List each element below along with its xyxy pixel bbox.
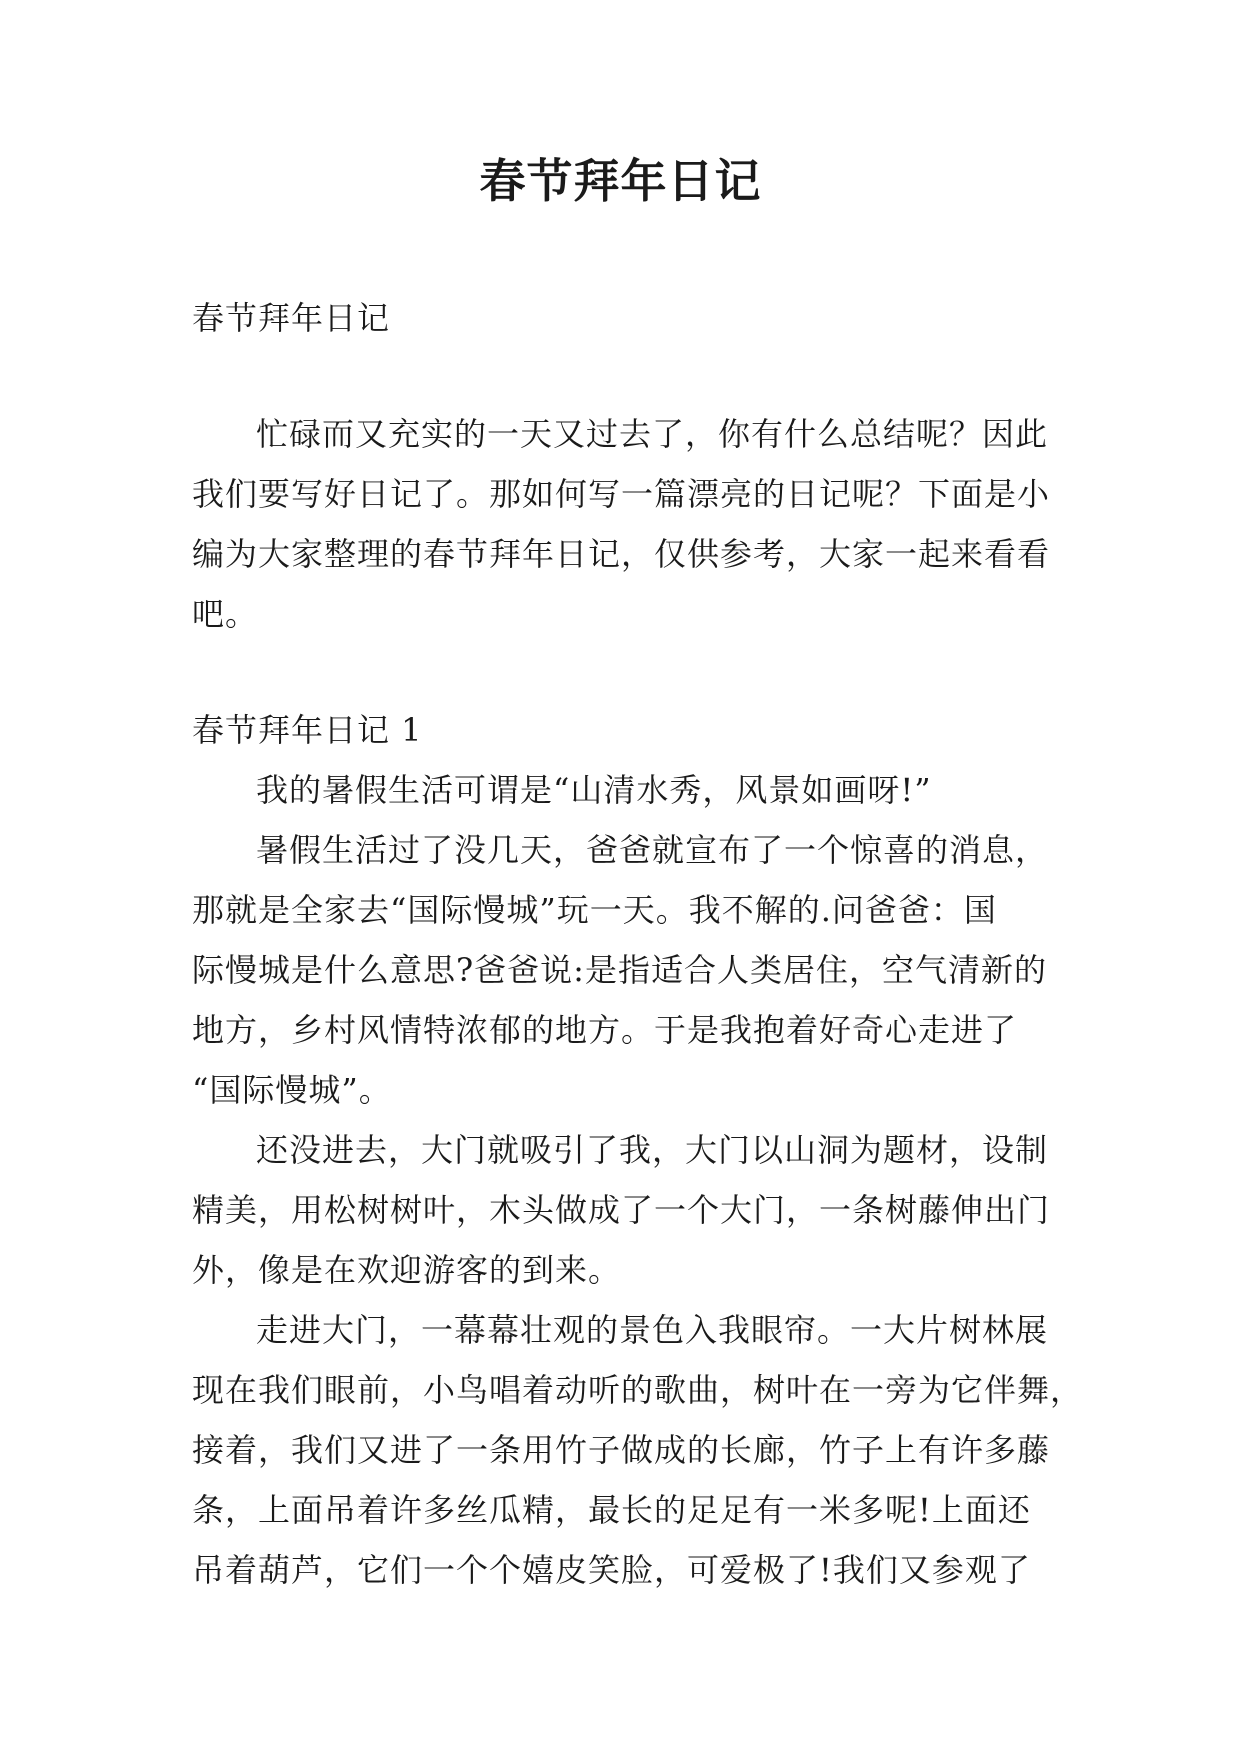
intro-line: 吧。: [192, 595, 259, 633]
body-paragraph: [192, 820, 1052, 1120]
paragraph-line: “国际慢城”。: [192, 1071, 392, 1109]
paragraph-line: 暑假生活过了没几天，爸爸就宣布了一个惊喜的消息，: [256, 831, 1049, 869]
paragraph-line: 吊着葫芦，它们一个个嬉皮笑脸，可爱极了!我们又参观了: [192, 1551, 1031, 1589]
body-paragraph: [192, 760, 1052, 820]
paragraph-line: 精美，用松树树叶，木头做成了一个大门，一条树藤伸出门: [192, 1191, 1051, 1229]
intro-line: 我们要写好日记了。那如何写一篇漂亮的日记呢？下面是小: [192, 475, 1051, 513]
paragraph-line: 走进大门，一幕幕壮观的景色入我眼帘。一大片树林展: [256, 1311, 1049, 1349]
paragraph-line: 还没进去，大门就吸引了我，大门以山洞为题材，设制: [256, 1131, 1049, 1169]
document-body: [192, 288, 1084, 1600]
paragraph-line: 现在我们眼前，小鸟唱着动听的歌曲，树叶在一旁为它伴舞，: [192, 1371, 1084, 1409]
paragraph-line: 外，像是在欢迎游客的到来。: [192, 1251, 622, 1289]
paragraph-line: 接着，我们又进了一条用竹子做成的长廊，竹子上有许多藤: [192, 1431, 1051, 1469]
paragraph-line: 际慢城是什么意思?爸爸说:是指适合人类居住，空气清新的: [192, 951, 1047, 989]
intro-line: 编为大家整理的春节拜年日记，仅供参考，大家一起来看看: [192, 535, 1051, 573]
section-heading: 春节拜年日记 1: [192, 711, 423, 749]
document-subtitle: 春节拜年日记: [192, 299, 391, 337]
paragraph-line: 地方，乡村风情特浓郁的地方。于是我抱着好奇心走进了: [192, 1011, 1018, 1049]
body-paragraph: [192, 1300, 1084, 1600]
document-title: 春节拜年日记: [479, 154, 762, 208]
intro-line: 忙碌而又充实的一天又过去了，你有什么总结呢？因此: [256, 415, 1049, 453]
paragraph-line: 条，上面吊着许多丝瓜精，最长的足足有一米多呢!上面还: [192, 1491, 1031, 1529]
body-paragraph: [192, 1120, 1052, 1300]
paragraph-line: 那就是全家去“国际慢城”玩一天。我不解的.问爸爸：国: [192, 891, 997, 929]
intro-paragraph: [192, 404, 1052, 644]
paragraph-line: 我的暑假生活可谓是“山清水秀，风景如画呀!”: [256, 771, 932, 809]
